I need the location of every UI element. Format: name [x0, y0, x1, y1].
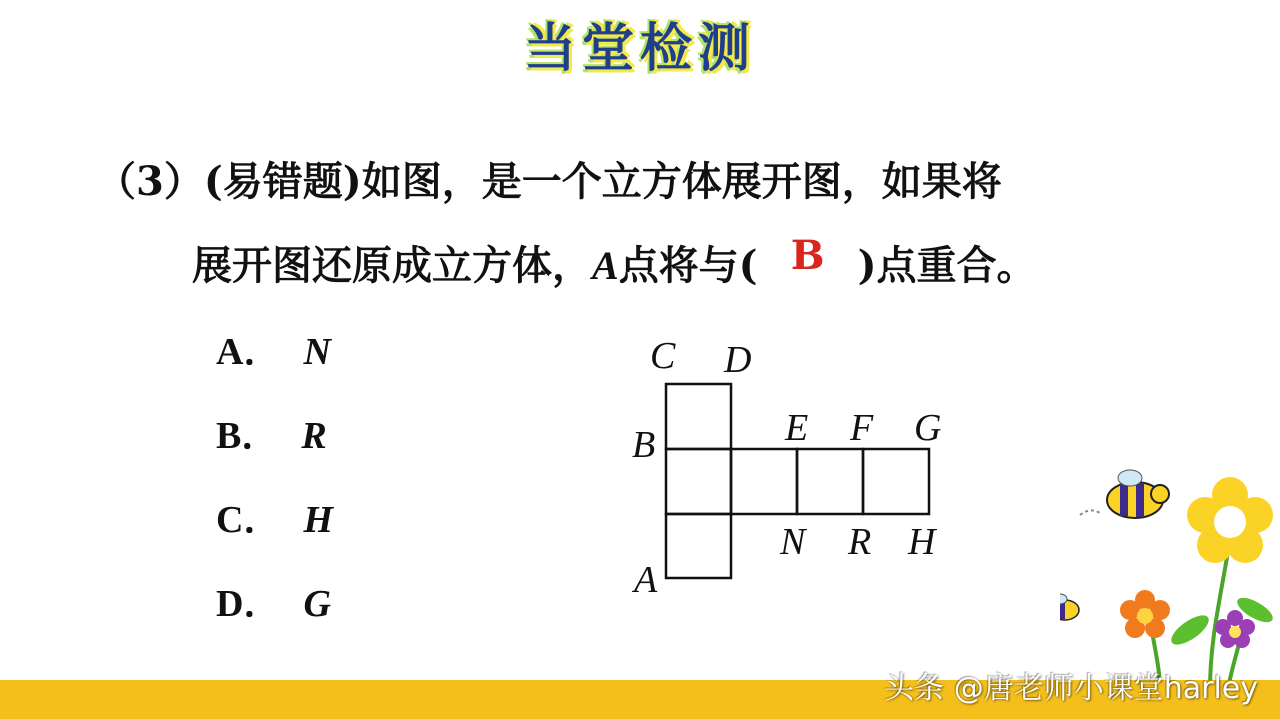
net-square-right-3: [863, 449, 929, 514]
option-value: R: [301, 415, 327, 457]
question-line-2: [192, 234, 1037, 291]
question-text-1: (易错题)如图，是一个立方体展开图，如果将: [203, 158, 1002, 205]
label-r: R: [848, 521, 872, 563]
option-letter: D．: [216, 583, 282, 625]
question-text-2: 展开图还原成立方体，: [192, 242, 592, 289]
net-square-right-1: [731, 449, 797, 514]
yellow-flower-icon: [1187, 477, 1273, 563]
label-h: H: [908, 521, 936, 563]
watermark: 头条 @唐老师小课堂harley: [884, 671, 1258, 706]
question-text-3: 点将与(: [618, 242, 758, 289]
label-n: N: [780, 521, 806, 563]
question-text-4: )点重合。: [857, 242, 1037, 289]
option-value: H: [303, 499, 334, 541]
option-value: G: [303, 583, 331, 625]
cube-net-figure: [620, 330, 960, 605]
label-g: G: [914, 407, 942, 449]
net-square-middle: [666, 449, 731, 514]
label-d: D: [724, 339, 752, 381]
net-square-top: [666, 384, 731, 449]
option-letter: A．: [216, 331, 282, 373]
label-a: A: [634, 559, 658, 601]
option-letter: C．: [216, 499, 282, 541]
point-variable: A: [592, 243, 619, 288]
option-c[interactable]: [216, 488, 333, 543]
option-letter: B．: [216, 415, 280, 457]
question-number: （3）: [96, 158, 204, 205]
answer-text: B: [790, 232, 825, 279]
flower-bee-decoration: [1060, 460, 1280, 690]
slide-title: 当堂检测: [523, 19, 756, 79]
orange-flower-icon: [1120, 590, 1170, 638]
question-line-1: [96, 150, 1002, 207]
label-b: B: [632, 424, 656, 466]
label-c: C: [650, 335, 676, 377]
option-b[interactable]: [216, 404, 327, 459]
label-f: F: [850, 407, 874, 449]
net-square-bottom: [666, 514, 731, 578]
net-square-right-2: [797, 449, 863, 514]
option-value: N: [303, 331, 331, 373]
option-d[interactable]: [216, 572, 331, 627]
small-bee-icon: [1060, 594, 1079, 620]
option-a[interactable]: [216, 320, 331, 375]
bee-icon: [1080, 470, 1169, 518]
label-e: E: [785, 407, 809, 449]
